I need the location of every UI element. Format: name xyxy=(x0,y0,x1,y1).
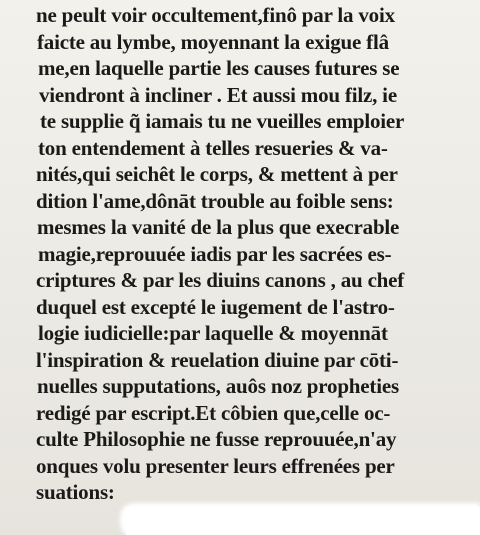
text-line: me,en laquelle partie les causes futures se xyxy=(38,56,400,80)
text-line: onques volu presenter leurs effrenées per xyxy=(36,453,395,478)
text-line: viendront à incliner . Et aussi mou filz, ie xyxy=(39,82,397,107)
text-line: nuelles supputations, auôs noz propheties xyxy=(37,374,399,398)
text-line: suations: xyxy=(36,480,115,504)
redaction-overlay-core xyxy=(126,507,480,535)
text-line: nités,qui seichêt le corps, & mettent à per xyxy=(36,162,398,186)
text-line: duquel est excepté le iugement de l'astro- xyxy=(36,294,395,319)
text-line: mesmes la vanité de la plus que execrable xyxy=(37,215,400,239)
text-line: dition l'ame,dônāt trouble au foible sens: xyxy=(36,188,394,213)
text-line: ton entendement à telles resueries & va- xyxy=(38,135,388,160)
text-line: magie,reprouuée iadis par les sacrées es- xyxy=(38,241,392,266)
text-line: l'inspiration & reuelation diuine par cōti- xyxy=(36,347,399,372)
text-line: redigé par escript.Et côbien que,celle oc- xyxy=(36,400,391,425)
text-line: te supplie q̃ iamais tu ne vueilles emploier xyxy=(40,109,405,133)
text-line: ne peult voir occultement,finô par la voix xyxy=(36,3,395,27)
text-line: logie iudicielle:par laquelle & moyennāt xyxy=(38,321,388,345)
text-line: faicte au lymbe, moyennant la exigue flâ xyxy=(37,29,389,54)
text-line: culte Philosophie ne fusse reprouuée,n'ay xyxy=(36,427,397,451)
text-block xyxy=(36,2,466,506)
text-line: criptures & par les diuins canons , au chef xyxy=(36,268,405,292)
